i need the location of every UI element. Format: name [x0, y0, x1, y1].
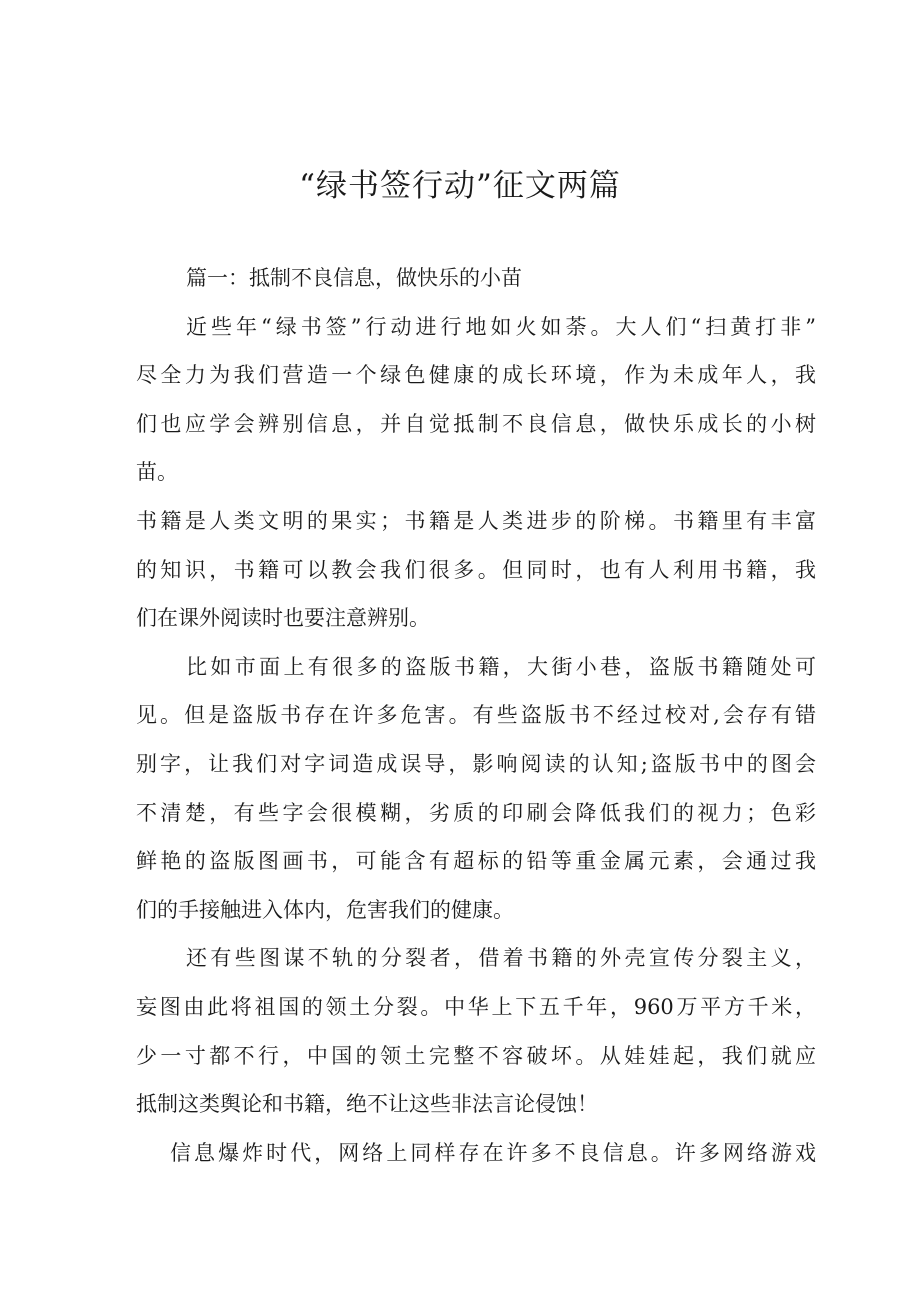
- paragraph-line: 鲜艳的盗版图画书，可能含有超标的铅等重金属元素，会通过我: [136, 849, 816, 874]
- section-heading: 篇一：抵制不良信息，做快乐的小苗: [186, 266, 522, 290]
- paragraph-line: 不清楚，有些字会很模糊，劣质的印刷会降低我们的视力；色彩: [136, 800, 816, 825]
- paragraph-line: 书籍是人类文明的果实；书籍是人类进步的阶梯。书籍里有丰富: [136, 508, 816, 533]
- paragraph-line: 近些年“绿书签”行动进行地如火如荼。大人们“扫黄打非”: [186, 314, 816, 339]
- paragraph-line: 少一寸都不行，中国的领土完整不容破坏。从娃娃起，我们就应: [136, 1043, 816, 1068]
- paragraph-line: 信息爆炸时代，网络上同样存在许多不良信息。许多网络游戏: [170, 1140, 816, 1165]
- paragraph-line: 见。但是盗版书存在许多危害。有些盗版书不经过校对,会存有错: [136, 703, 816, 728]
- paragraph-line: 抵制这类舆论和书籍，绝不让这些非法言论侵蚀！: [136, 1092, 598, 1117]
- paragraph-line: 的知识，书籍可以教会我们很多。但同时，也有人利用书籍，我: [136, 557, 816, 582]
- paragraph-line: 尽全力为我们营造一个绿色健康的成长环境，作为未成年人，我: [136, 363, 816, 388]
- document-title: “绿书签行动”征文两篇: [299, 168, 621, 204]
- paragraph-line: 比如市面上有很多的盗版书籍，大街小巷，盗版书籍随处可: [186, 654, 816, 679]
- paragraph-line: 们在课外阅读时也要注意辨别。: [136, 606, 430, 631]
- paragraph-line: 妄图由此将祖国的领土分裂。中华上下五千年，960万平方千米，: [136, 994, 816, 1019]
- paragraph-line: 们也应学会辨别信息，并自觉抵制不良信息，做快乐成长的小树: [136, 411, 816, 436]
- document-body: [136, 254, 816, 1177]
- paragraph-line: 别字，让我们对字词造成误导，影响阅读的认知;盗版书中的图会: [136, 751, 816, 776]
- paragraph-line: 们的手接触进入体内，危害我们的健康。: [136, 897, 514, 922]
- paragraph-line: 苗。: [136, 460, 178, 485]
- paragraph-line: 还有些图谋不轨的分裂者，借着书籍的外壳宣传分裂主义，: [186, 946, 816, 971]
